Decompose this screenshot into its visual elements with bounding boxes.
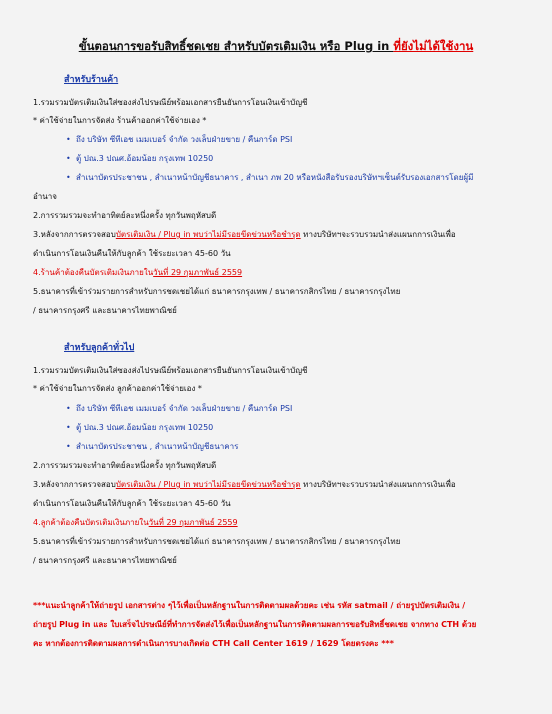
store-step-5: 5.ธนาคารที่เข้าร่วมรายการสำหรับการชดเชยได้แก่ ธนาคารกรุงเทพ / ธนาคารกสิกรไทย / ธนาคารกรุงไทย (33, 287, 401, 296)
note-line-2: ถ่ายรูป Plug in และ ใบเสร็จไปรษณีย์ที่ทำการจัดส่งไว้เพื่อเป็นหลักฐานในการติดตามผลการขอรับสิทธิ์ชดเชย จากทาง CTH ด้วย (33, 620, 477, 629)
general-step-5: 5.ธนาคารที่เข้าร่วมรายการสำหรับการชดเชยได้แก่ ธนาคารกรุงเทพ / ธนาคารกสิกรไทย / ธนาคารกรุงไทย (33, 537, 401, 546)
store-step-1: 1.รวมรวมบัตรเติมเงินใส่ซองส่งไปรษณีย์พร้อมเอกสารยืนยันการโอนเงินเข้าบัญชี (33, 98, 308, 107)
general-step-3-cont: ดำเนินการโอนเงินคืนให้กับลูกค้า ใช้ระยะเวลา 45-60 วัน (33, 499, 231, 508)
general-bullet-3: • สำเนาบัตรประชาชน , สำเนาหน้าบัญชีธนาคาร (66, 442, 239, 451)
store-bullet-2: • ตู้ ปณ.3 ปณศ.อ้อมน้อย กรุงเทพ 10250 (66, 154, 214, 163)
general-step-4: 4.ลูกค้าต้องคืนบัตรเติมเงินภายในวันที่ 29 กุมภาพันธ์ 2559 (33, 518, 238, 527)
note-line-1: ***แนะนำลูกค้าให้ถ่ายรูป เอกสารต่าง ๆไว้เพื่อเป็นหลักฐานในการติดตามผลด้วยคะ เช่น รหัส satmail / ถ่ายรูปบัตรเติมเงิน / (33, 601, 466, 610)
store-step-3-cont: ดำเนินการโอนเงินคืนให้กับลูกค้า ใช้ระยะเวลา 45-60 วัน (33, 249, 231, 258)
general-cost-note: * ค่าใช้จ่ายในการจัดส่ง ลูกค้าออกค่าใช้จ่ายเอง * (33, 384, 202, 393)
store-heading: สำหรับร้านค้า (64, 75, 119, 85)
store-cost-note: * ค่าใช้จ่ายในการจัดส่ง ร้านค้าออกค่าใช้จ่ายเอง * (33, 116, 207, 125)
general-bullet-1: • ถึง บริษัท ซีทีเอช เมมเบอร์ จำกัด วงเล็บฝ่ายขาย / คืนการ์ด PSI (66, 404, 293, 413)
store-step-2: 2.การรวมรวมจะทำอาทิตย์ละหนึ่งครั้ง ทุกวันพฤหัสบดี (33, 211, 217, 220)
page-title (0, 38, 552, 56)
store-step-4: 4.ร้านค้าต้องคืนบัตรเติมเงินภายในวันที่ 29 กุมภาพันธ์ 2559 (33, 268, 243, 277)
store-step-5-cont: / ธนาคารกรุงศรี และธนาคารไทยพาณิชย์ (33, 306, 177, 315)
store-bullet-3-cont: อำนาจ (33, 192, 57, 201)
general-step-1: 1.รวมรวมบัตรเติมเงินใส่ซองส่งไปรษณีย์พร้อมเอกสารยืนยันการโอนเงินเข้าบัญชี (33, 366, 308, 375)
general-bullet-2: • ตู้ ปณ.3 ปณศ.อ้อมน้อย กรุงเทพ 10250 (66, 423, 214, 432)
general-step-2: 2.การรวมรวมจะทำอาทิตย์ละหนึ่งครั้ง ทุกวันพฤหัสบดี (33, 461, 217, 470)
general-step-3: 3.หลังจากการตรวจสอบบัตรเติมเงิน / Plug in พบว่าไม่มีรอยขีดข่วนหรือชำรุด ทางบริษัทฯจะรวบรวมนำส่งแผนกการเงินเพื่อ (33, 480, 456, 489)
store-bullet-1: • ถึง บริษัท ซีทีเอช เมมเบอร์ จำกัด วงเล็บฝ่ายขาย / คืนการ์ด PSI (66, 135, 293, 144)
title-main: ขั้นตอนการขอรับสิทธิ์ชดเชย สำหรับบัตรเติมเงิน หรือ Plug in (78, 39, 394, 53)
store-step-3: 3.หลังจากการตรวจสอบบัตรเติมเงิน / Plug in พบว่าไม่มีรอยขีดข่วนหรือชำรุด ทางบริษัทฯจะรวบรวมนำส่งแผนกการเงินเพื่อ (33, 230, 456, 239)
general-step-5-cont: / ธนาคารกรุงศรี และธนาคารไทยพาณิชย์ (33, 556, 177, 565)
store-bullet-3: • สำเนาบัตรประชาชน , สำเนาหน้าบัญชีธนาคาร , สำเนา ภพ 20 หรือหนังสือรับรองบริษัทฯเซ็นต์รับรองเอกสารโดยผู้มี (66, 173, 474, 182)
note-line-3: คะ หากต้องการติดตามผลการดำเนินการบางเกิดต่อ CTH Call Center 1619 / 1629 โดยตรงคะ *** (33, 639, 394, 648)
general-heading: สำหรับลูกค้าทั่วไป (64, 343, 135, 353)
title-red: ที่ยังไม่ได้ใช้งาน (393, 39, 474, 53)
